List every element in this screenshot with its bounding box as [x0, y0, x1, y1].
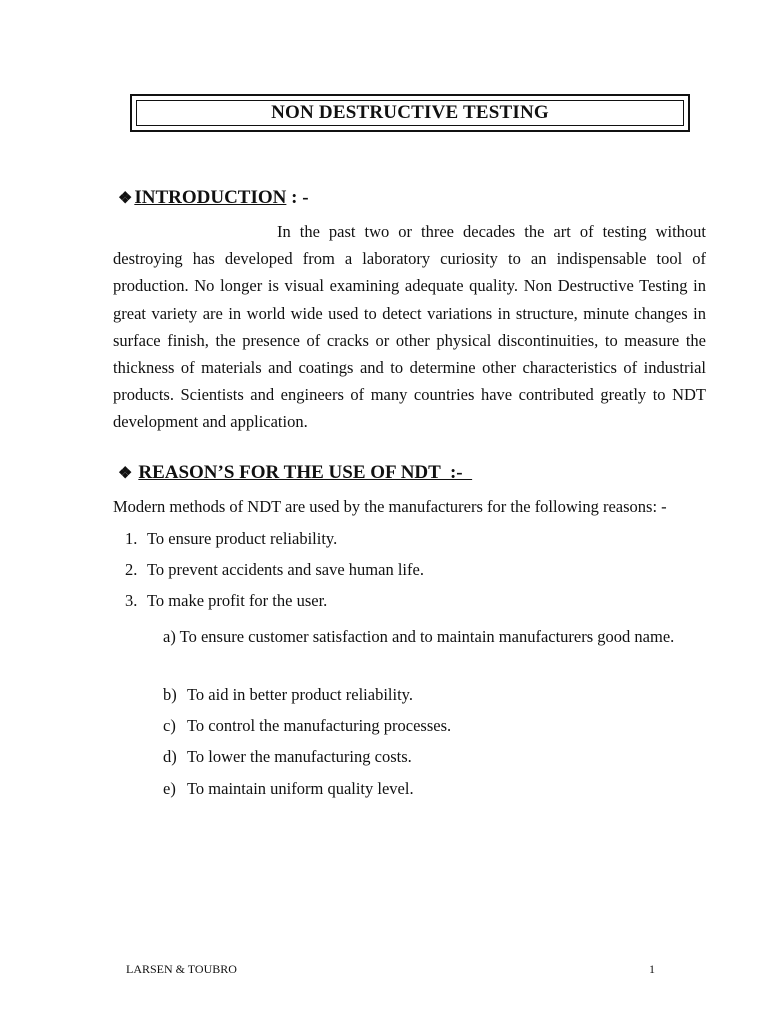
introduction-heading [118, 187, 309, 209]
introduction-heading-suffix: : - [286, 187, 309, 208]
diamond-bullet-icon: ❖ [118, 465, 133, 482]
sub-list-item [163, 716, 451, 736]
sub-list-item-text: To ensure customer satisfaction and to maintain manufacturers good name. [179, 627, 675, 646]
sub-list-item [163, 779, 414, 799]
list-item [125, 529, 337, 549]
document-title: NON DESTRUCTIVE TESTING [136, 100, 684, 126]
sub-list-item [140, 621, 706, 652]
list-item [125, 591, 327, 611]
reasons-lead-text: Modern methods of NDT are used by the manufacturers for the following reasons: - [113, 497, 667, 516]
sub-list-item-number: c) [163, 716, 176, 735]
sub-list-item-text: To maintain uniform quality level. [187, 779, 414, 798]
title-box [130, 94, 690, 132]
diamond-bullet-icon: ❖ [118, 190, 133, 207]
list-item-text: To ensure product reliability. [147, 529, 338, 548]
list-item-number: 3. [125, 591, 138, 610]
reasons-heading [118, 462, 472, 484]
sub-list-item-text: To control the manufacturing processes. [187, 716, 452, 735]
introduction-paragraph: In the past two or three decades the art of testing without destroying has developed from a laboratory curiosity to an indispensable tool of production. No longer is visual examining adequate quality. Non Destructive Testing in great variety are in world wide used to detect variations in structure, minute changes in surface finish, the presence of cracks or other physical discontinuities, to measure the thickness of materials and coatings and to determine other characteristics of industrial products. Scientists and engineers of many countries have contributed greatly to NDT development and application. [113, 222, 706, 432]
sub-list-item-number: b) [163, 685, 177, 704]
footer-page-number: 1 [649, 962, 655, 976]
list-item-text: To make profit for the user. [147, 591, 328, 610]
sub-list-item-number: d) [163, 747, 177, 766]
list-item-text: To prevent accidents and save human life. [147, 560, 424, 579]
introduction-heading-text: INTRODUCTION [134, 187, 287, 208]
sub-list-item-number: a) [163, 627, 176, 646]
list-item [125, 560, 424, 580]
list-item-number: 2. [125, 560, 138, 579]
reasons-heading-text: REASON’S FOR THE USE OF NDT :- [138, 462, 473, 483]
sub-list-item-text: To aid in better product reliability. [187, 685, 413, 704]
sub-list-item [163, 685, 413, 705]
sub-list-item [163, 747, 412, 767]
sub-list-item-number: e) [163, 779, 176, 798]
list-item-number: 1. [125, 529, 138, 548]
sub-list-item-text: To lower the manufacturing costs. [187, 747, 412, 766]
footer-company: LARSEN & TOUBRO [126, 962, 237, 976]
